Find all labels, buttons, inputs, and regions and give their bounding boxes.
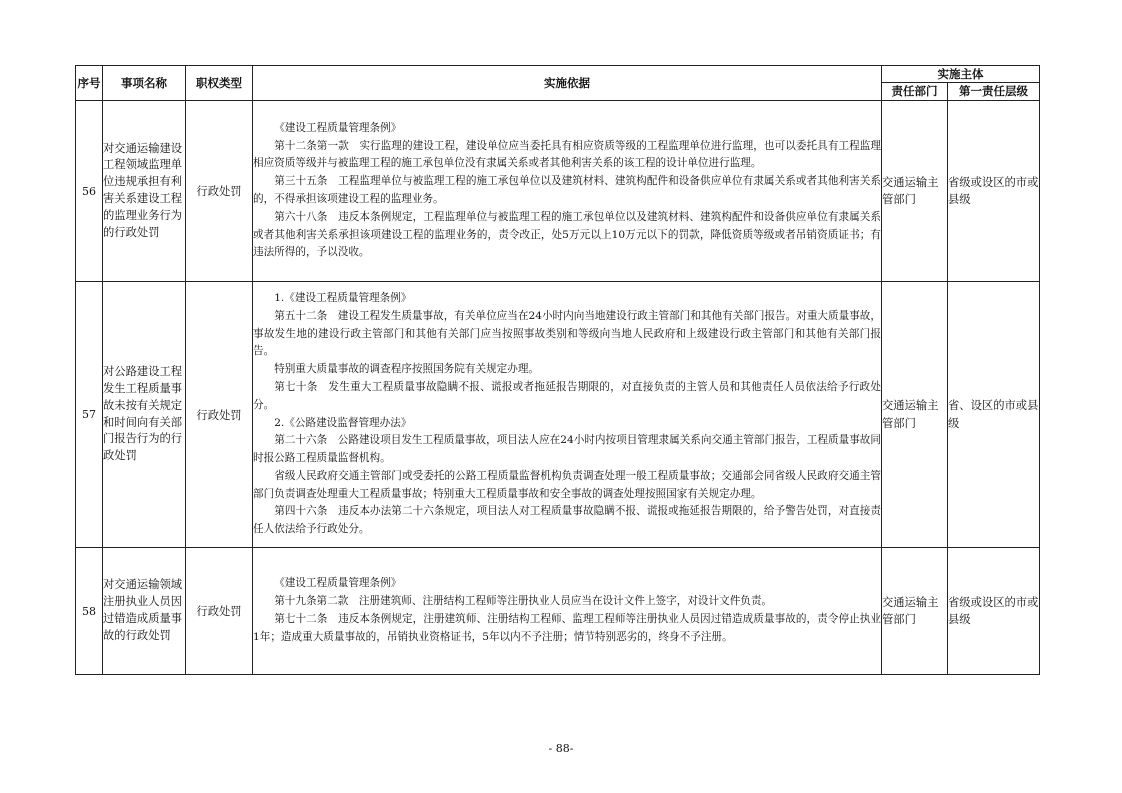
basis-paragraph: 《建设工程质量管理条例》 bbox=[274, 577, 402, 590]
legal-basis bbox=[253, 548, 882, 675]
header-basis: 实施依据 bbox=[253, 66, 882, 101]
basis-paragraph: 特别重大质量事故的调查程序按照国务院有关规定办理。 bbox=[274, 363, 540, 376]
header-type: 职权类型 bbox=[186, 66, 253, 101]
basis-paragraph: 第二十六条 公路建设项目发生工程质量事故，项目法人应在24小时内按项目管理隶属关系向交通主管部门报告，工程质量事故同时报公路工程质量监督机构。 bbox=[253, 434, 881, 465]
table-row bbox=[76, 282, 1040, 548]
responsible-dept: 交通运输主管部门 bbox=[882, 101, 948, 282]
row-number: 57 bbox=[76, 282, 103, 548]
basis-paragraph: 2.《公路建设监督管理办法》 bbox=[274, 416, 412, 429]
table-row bbox=[76, 548, 1040, 675]
basis-paragraph: 省级人民政府交通主管部门或受委托的公路工程质量监督机构负责调查处理一般工程质量事故；交通部会同省级人民政府交通主管部门负责调查处理重大工程质量事故；特别重大工程质量事故和安全事故的调查处理按照国家有关规定办理。 bbox=[253, 469, 881, 500]
authority-type: 行政处罚 bbox=[186, 101, 253, 282]
basis-paragraph: 第三十五条 工程监理单位与被监理工程的施工承包单位以及建筑材料、建筑构配件和设备供应单位有隶属关系或者其他利害关系的，不得承担该项建设工程的监理业务。 bbox=[253, 175, 881, 205]
basis-paragraph: 第四十六条 违反本办法第二十六条规定，项目法人对工程质量事故隐瞒不报、谎报或拖延报告期限的，给予警告处罚，对直接责任人依法给予行政处分。 bbox=[253, 505, 881, 536]
responsible-dept: 交通运输主管部门 bbox=[882, 548, 948, 675]
basis-paragraph: 第十二条第一款 实行监理的建设工程，建设单位应当委托具有相应资质等级的工程监理单位进行监理，也可以委托具有工程监理相应资质等级并与被监理工程的施工承包单位没有隶属关系或者其他利害关系的该工程的设计单位进行监理。 bbox=[253, 139, 881, 170]
header-level: 第一责任层级 bbox=[948, 83, 1040, 101]
item-name: 对交通运输建设工程领域监理单位违规承担有利害关系建设工程的监理业务行为的行政处罚 bbox=[103, 101, 186, 282]
header-name: 事项名称 bbox=[103, 66, 186, 101]
row-number: 56 bbox=[76, 101, 103, 282]
legal-basis bbox=[253, 101, 882, 282]
authority-type: 行政处罚 bbox=[186, 282, 253, 548]
basis-paragraph: 第五十二条 建设工程发生质量事故，有关单位应当在24小时内向当地建设行政主管部门和其他有关部门报告。对重大质量事故，事故发生地的建设行政主管部门和其他有关部门应当按照事故类别和等级向当地人民政府和上级建设行政主管部门和其他有关部门报告。 bbox=[253, 309, 881, 358]
basis-paragraph: 《建设工程质量管理条例》 bbox=[274, 121, 402, 134]
basis-paragraph: 第七十条 发生重大工程质量事故隐瞒不报、谎报或者拖延报告期限的，对直接负责的主管人员和其他责任人员依法给予行政处分。 bbox=[253, 380, 881, 411]
table-row bbox=[76, 101, 1040, 282]
row-number: 58 bbox=[76, 548, 103, 675]
basis-paragraph: 1.《建设工程质量管理条例》 bbox=[274, 291, 412, 304]
legal-basis bbox=[253, 282, 882, 548]
authority-table bbox=[75, 65, 1040, 675]
basis-paragraph: 第七十二条 违反本条例规定，注册建筑师、注册结构工程师、监理工程师等注册执业人员因过错造成质量事故的，责令停止执业1年；造成重大质量事故的，吊销执业资格证书，5年以内不予注册；情节特别恶劣的，终身不予注册。 bbox=[253, 613, 881, 643]
header-no: 序号 bbox=[76, 66, 103, 101]
item-name: 对交通运输领域注册执业人员因过错造成质量事故的行政处罚 bbox=[103, 548, 186, 675]
item-name: 对公路建设工程发生工程质量事故未按有关规定和时间向有关部门报告行为的行政处罚 bbox=[103, 282, 186, 548]
responsible-dept: 交通运输主管部门 bbox=[882, 282, 948, 548]
authority-type: 行政处罚 bbox=[186, 548, 253, 675]
page-number: - 88- bbox=[548, 742, 574, 755]
header-subject: 实施主体 bbox=[882, 66, 1040, 83]
responsible-level: 省级或设区的市或县级 bbox=[948, 101, 1040, 282]
responsible-level: 省、设区的市或县级 bbox=[948, 282, 1040, 548]
header-dept: 责任部门 bbox=[882, 83, 948, 101]
basis-paragraph: 第十九条第二款 注册建筑师、注册结构工程师等注册执业人员应当在设计文件上签字，对设计文件负责。 bbox=[274, 595, 773, 608]
responsible-level: 省级或设区的市或县级 bbox=[948, 548, 1040, 675]
basis-paragraph: 第六十八条 违反本条例规定，工程监理单位与被监理工程的施工承包单位以及建筑材料、建筑构配件和设备供应单位有隶属关系或者其他利害关系承担该项建设工程的监理业务的，责令改正，处5万元以上10万元以下的罚款，降低资质等级或者吊销资质证书；有违法所得的，予以没收。 bbox=[253, 210, 881, 259]
